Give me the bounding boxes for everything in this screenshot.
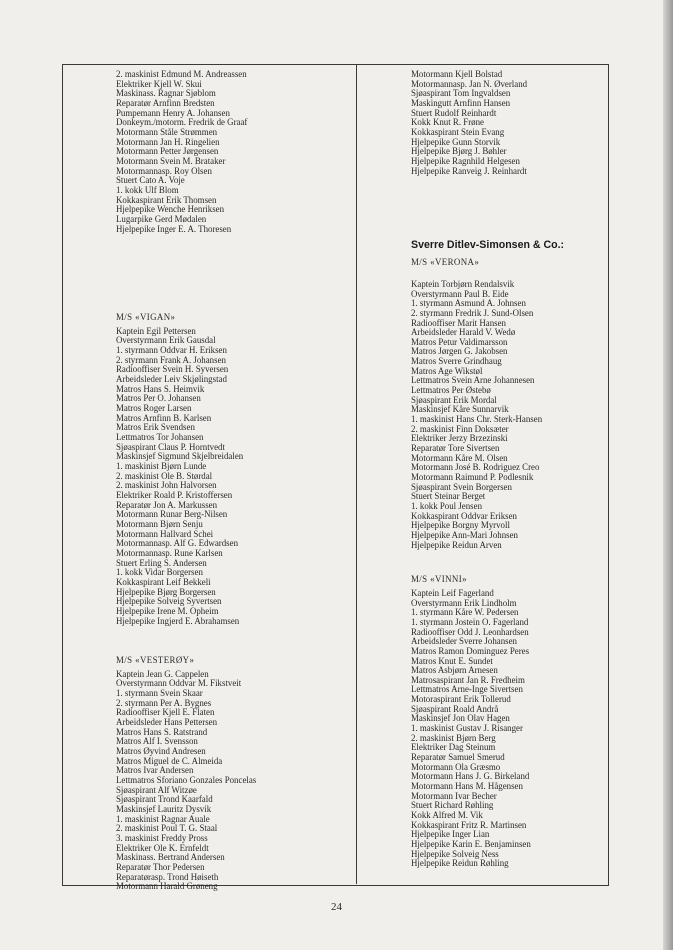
crew-entry: Elektriker Jerzy Brzezinski — [411, 433, 508, 444]
crew-entry: Stuert Rudolf Reinhardt — [411, 107, 497, 118]
crew-entry: Hjelpepike Bjørg Borgersen — [116, 586, 216, 597]
crew-entry: Hjelpepike Wenche Henriksen — [116, 204, 225, 215]
crew-entry: Maskingutt Arnfinn Hansen — [411, 97, 511, 108]
crew-list-verona — [411, 280, 564, 550]
crew-entry: Donkeym./motorm. Fredrik de Graaf — [116, 117, 248, 128]
crew-entry: Maskinsjef Lauritz Dysvik — [116, 804, 212, 814]
crew-entry: Overstyrmann Erik Lindholm — [411, 597, 517, 608]
crew-entry: 1. styrmann Jostein O. Fagerland — [411, 616, 529, 627]
ship-title-vigan: M/S «VIGAN» — [116, 312, 176, 323]
crew-entry: Motormann Raimund P. Podlesnik — [411, 472, 534, 482]
crew-entry: Matros Petur Valdimarsson — [411, 336, 508, 347]
crew-entry: Kaptein Torbjørn Rendalsvik — [411, 278, 515, 289]
crew-entry: Elektriker Dag Steinum — [411, 742, 496, 753]
crew-entry: Matros Ramon Dominguez Peres — [411, 645, 530, 656]
crew-entry: Motormann Bjørn Senju — [116, 518, 203, 529]
crew-entry: Sjøaspirant Tom Ingvaldsen — [411, 88, 511, 99]
left-column — [116, 70, 256, 892]
crew-entry: Elektriker Kjell W. Skui — [116, 78, 202, 89]
crew-entry: Motormannasp. Rune Karlsen — [116, 547, 223, 558]
crew-entry: Hjelpepike Ranveig J. Reinhardt — [411, 165, 527, 176]
crew-entry: Sjøaspirant Trond Kaarfald — [116, 794, 213, 805]
crew-entry: Lettmatros Sforiano Gonzales Poncelas — [116, 775, 257, 786]
right-column — [411, 70, 564, 869]
crew-entry: Stuert Erling S. Andersen — [116, 557, 207, 568]
crew-entry: Motormann Petter Jørgensen — [116, 146, 219, 157]
crew-entry: Matros Erik Svendsen — [116, 422, 195, 433]
crew-entry: Kaptein Leif Fagerland — [411, 587, 494, 598]
crew-entry: Hjelpepike Ingjerd E. Abrahamsen — [116, 615, 240, 626]
crew-entry: 2. maskinist Finn Doksæter — [411, 423, 509, 434]
crew-entry: Sjøaspirant Erik Mordal — [411, 394, 497, 405]
crew-entry: Matros Arnfinn B. Karlsen — [116, 412, 212, 423]
crew-entry: Matrosaspirant Jan R. Fredheim — [411, 674, 525, 685]
crew-entry: Kokkaspirant Erik Thomsen — [116, 194, 217, 205]
crew-entry: 1. maskinist Hans Chr. Sterk-Hansen — [411, 414, 543, 425]
crew-entry: Motormann Hallvard Schei — [116, 528, 214, 539]
page-number: 24 — [331, 901, 342, 913]
crew-entry: 2. styrmann Fredrik J. Sund-Olsen — [411, 307, 534, 318]
crew-entry: Reparatør Thor Pedersen — [116, 861, 205, 872]
ship-title-verona: M/S «VERONA» — [411, 257, 480, 268]
crew-entry: 1. styrmann Svein Skaar — [116, 688, 203, 699]
crew-entry: 2. maskinist John Halvorsen — [116, 480, 217, 491]
crew-entry: Hjelpepike Ragnhild Helgesen — [411, 155, 520, 166]
crew-entry: Reparatør Tore Sivertsen — [411, 443, 500, 454]
crew-entry: Hjelpepike Solveig Syvertsen — [116, 596, 222, 607]
crew-entry: Motormannasp. Alf G. Edwardsen — [116, 538, 239, 549]
crew-entry: Radiooffiser Odd J. Leonhardsen — [411, 626, 529, 637]
crew-entry: Matros Miguel de C. Almeida — [116, 755, 223, 766]
crew-entry: Kokk Knut R. Frøne — [411, 117, 484, 128]
crew-entry: Radiooffiser Marit Hansen — [411, 317, 506, 328]
crew-entry: Maskinsjef Sigmund Skjelbreidalen — [116, 451, 244, 462]
crew-entry: Sjøaspirant Claus P. Horntvedt — [116, 441, 225, 452]
crew-entry: Lettmatros Svein Arne Johannesen — [411, 375, 535, 386]
crew-entry: Lettmatros Tor Johansen — [116, 432, 204, 443]
crew-entry: Motormann José B. Rodriguez Creo — [411, 462, 540, 473]
crew-entry: Reparatør Samuel Smerud — [411, 752, 505, 763]
crew-entry: Arbeidsleder Harald V. Wedø — [411, 327, 516, 338]
crew-entry: Hjelpepike Karin E. Benjaminsen — [411, 838, 531, 849]
crew-entry: Matros Ivar Andersen — [116, 765, 194, 776]
crew-entry: Motormann Svein M. Brataker — [116, 155, 226, 166]
crew-entry: Motormann Hans M. Hågensen — [411, 781, 523, 792]
crew-entry: Maskinass. Bertrand Andersen — [116, 852, 225, 863]
crew-entry: 2. maskinist Poul T. G. Staal — [116, 823, 218, 834]
crew-entry: Reparatør Arnfinn Bredsten — [116, 97, 215, 108]
crew-entry: Kokkaspirant Stein Evang — [411, 126, 505, 137]
crew-entry: 2. maskinist Edmund M. Andreassen — [116, 69, 247, 79]
crew-entry: Motoraspirant Erik Tollerud — [411, 694, 511, 705]
left-continued-crew — [116, 70, 256, 234]
crew-entry: Lugarpike Gerd Mødalen — [116, 213, 207, 224]
crew-list-vinni — [411, 589, 564, 869]
crew-entry: Kokkaspirant Oddvar Eriksen — [411, 510, 517, 521]
crew-list-vigan — [116, 327, 256, 626]
crew-entry: Motormann Runar Berg-Nilsen — [116, 509, 228, 520]
crew-entry: Elektriker Ole K. Ernfeldt — [116, 842, 209, 853]
crew-entry: Lettmatros Arne-Inge Sivertsen — [411, 684, 523, 695]
crew-entry: Motormann Harald Grøneng — [116, 881, 218, 892]
crew-entry: Matros Age Wikstøl — [411, 365, 483, 376]
crew-entry: Hjelpepike Inger Lian — [411, 829, 490, 840]
crew-entry: Matros Sverre Grindhaug — [411, 356, 502, 367]
crew-entry: Radiooffiser Svein H. Syversen — [116, 364, 229, 375]
crew-entry: 1. styrmann Oddvar H. Eriksen — [116, 345, 227, 356]
crew-entry: Reparatør Jon A. Markussen — [116, 499, 218, 510]
crew-entry: Stuert Cato A. Voje — [116, 175, 185, 186]
crew-entry: Maskinsjef Jon Olav Hagen — [411, 713, 510, 724]
crew-entry: Sjøaspirant Alf Witzøe — [116, 784, 197, 795]
crew-entry: Stuert Richard Røhling — [411, 800, 494, 811]
crew-entry: Overstyrmann Oddvar M. Fikstveit — [116, 678, 242, 689]
crew-entry: 1. kokk Ulf Blom — [116, 184, 179, 195]
crew-entry: Matros Jørgen G. Jakobsen — [411, 346, 508, 357]
crew-entry: Hjelpepike Irene M. Opheim — [116, 605, 219, 616]
crew-entry: 1. maskinist Ragnar Auale — [116, 813, 210, 824]
crew-entry: Arbeidsleder Hans Pettersen — [116, 717, 218, 728]
crew-entry: Overstyrmann Paul B. Eide — [411, 288, 509, 299]
crew-entry: 3. maskinist Freddy Pross — [116, 832, 208, 843]
crew-entry: Motormann Jan H. Ringelien — [116, 136, 220, 147]
crew-entry: 1. maskinist Bjørn Lunde — [116, 461, 207, 471]
crew-entry: Hjelpepike Reidun Arven — [411, 539, 502, 550]
ship-title-vinni: M/S «VINNI» — [411, 574, 467, 585]
crew-entry: Kaptein Jean G. Cappelen — [116, 668, 209, 679]
crew-entry: Overstyrmann Erik Gausdal — [116, 335, 216, 346]
column-divider — [356, 64, 357, 884]
crew-entry: Matros Asbjørn Arnesen — [411, 665, 498, 676]
crew-entry: Hjelpepike Borgny Myrvoll — [411, 520, 510, 531]
crew-entry: Hjelpepike Bjørg J. Bøhler — [411, 146, 507, 157]
crew-entry: Motormann Kåre M. Olsen — [411, 452, 508, 463]
page-edge-shadow — [663, 0, 673, 950]
crew-entry: Matros Hans S. Heimvik — [116, 383, 205, 394]
crew-entry: Sjøaspirant Roald Andrå — [411, 703, 499, 714]
crew-entry: 2. styrmann Per A. Bygnes — [116, 697, 212, 708]
crew-entry: Motormann Kjell Bolstad — [411, 69, 503, 79]
crew-entry: 2. styrmann Frank A. Johansen — [116, 354, 226, 365]
crew-entry: Matros Hans S. Ratstrand — [116, 726, 208, 737]
crew-entry: 2. maskinist Bjørn Berg — [411, 732, 496, 743]
crew-entry: Motormann Hans J. G. Birkeland — [411, 771, 530, 782]
crew-entry: 1. styrmann Asmund A. Johnsen — [411, 298, 526, 309]
ship-title-vesteroy: M/S «VESTERØY» — [116, 655, 195, 666]
crew-entry: Kokkaspirant Leif Bekkeli — [116, 576, 211, 587]
crew-entry: Matros Knut E. Sundet — [411, 655, 493, 666]
crew-entry: Hjelpepike Inger E. A. Thoresen — [116, 223, 232, 234]
crew-entry: Matros Øyvind Andresen — [116, 746, 206, 757]
crew-entry: Hjelpepike Gunn Storvik — [411, 136, 501, 147]
crew-entry: Kokkaspirant Fritz R. Martinsen — [411, 819, 527, 830]
crew-entry: Maskinsjef Kåre Sunnarvik — [411, 404, 509, 415]
crew-entry: 1. styrmann Kåre W. Pedersen — [411, 607, 519, 618]
crew-entry: Arbeidsleder Sverre Johansen — [411, 636, 517, 647]
crew-entry: Lettmatros Per Østebø — [411, 385, 491, 396]
crew-entry: Motormannasp. Roy Olsen — [116, 165, 212, 176]
crew-entry: Motormannasp. Jan N. Øverland — [411, 78, 528, 89]
crew-entry: Motormann Ivar Becher — [411, 790, 497, 801]
crew-entry: Hjelpepike Reidun Røhling — [411, 858, 509, 869]
crew-entry: Sjøaspirant Svein Borgersen — [411, 481, 512, 492]
crew-entry: Arbeidsleder Leiv Skjølingstad — [116, 374, 227, 385]
crew-entry: Matros Per O. Johansen — [116, 393, 201, 404]
crew-entry: Motormann Ola Græsmo — [411, 761, 501, 772]
crew-entry: Elektriker Roald P. Kristoffersen — [116, 489, 233, 500]
crew-entry: Maskinass. Ragnar Sjøblom — [116, 88, 216, 99]
right-continued-crew — [411, 70, 564, 176]
crew-entry: Hjelpepike Ann-Mari Johnsen — [411, 529, 518, 540]
crew-entry: Stuert Steinar Berget — [411, 491, 486, 502]
crew-entry: Kaptein Egil Pettersen — [116, 325, 196, 336]
crew-entry: Pumpemann Henry A. Johansen — [116, 107, 230, 118]
company-heading: Sverre Ditlev-Simonsen & Co.: — [411, 239, 565, 252]
crew-entry: Kokk Alfred M. Vik — [411, 810, 483, 820]
crew-entry: 1. kokk Poul Jensen — [411, 500, 482, 511]
crew-entry: 1. maskinist Gustav J. Risanger — [411, 723, 523, 734]
crew-entry: Hjelpepike Solveig Ness — [411, 848, 499, 859]
crew-entry: Matros Alf I. Svensson — [116, 736, 198, 747]
crew-entry: Reparatørasp. Trond Høiseth — [116, 871, 219, 882]
crew-entry: Motormann Ståle Strømmen — [116, 126, 218, 137]
crew-entry: 2. maskinist Ole B. Størdal — [116, 470, 213, 481]
crew-entry: Matros Roger Larsen — [116, 403, 192, 414]
crew-list-vesteroy — [116, 670, 256, 892]
crew-entry: 1. kokk Vidar Borgersen — [116, 567, 203, 578]
crew-entry: Radiooffiser Kjell E. Flaten — [116, 707, 215, 718]
